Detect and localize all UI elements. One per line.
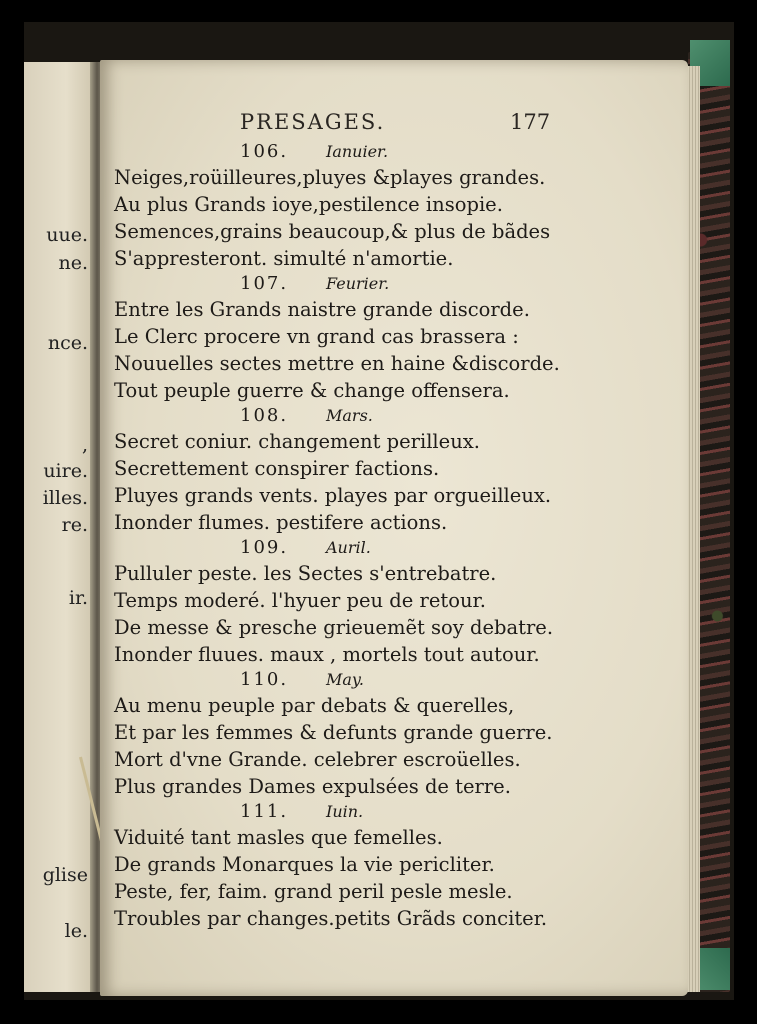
verse-line: Peste, fer, faim. grand peril pesle mesle. xyxy=(114,880,513,903)
section-number: 107. xyxy=(240,273,289,294)
presage-109 xyxy=(114,536,674,668)
left-page-fragment: ir. xyxy=(68,587,88,609)
presage-110 xyxy=(114,668,674,800)
verse-line: Entre les Grands naistre grande discorde. xyxy=(114,298,530,321)
section-heading xyxy=(114,272,674,296)
right-page xyxy=(100,60,688,996)
verse-line: Temps moderé. l'hyuer peu de retour. xyxy=(114,589,486,612)
section-heading xyxy=(114,140,674,164)
verse-line: Plus grandes Dames expulsées de terre. xyxy=(114,775,511,798)
section-number: 108. xyxy=(240,405,289,426)
presage-111 xyxy=(114,800,674,932)
verse-line: Secret coniur. changement perilleux. xyxy=(114,430,480,453)
left-page-fragment: ne. xyxy=(58,252,88,274)
left-page-fragment: , xyxy=(81,434,88,456)
verse-line: Viduité tant masles que femelles. xyxy=(114,826,443,849)
verse-line: Tout peuple guerre & change offensera. xyxy=(114,379,510,402)
verse-line: Pulluler peste. les Sectes s'entrebatre. xyxy=(114,562,497,585)
verse-line: S'appresteront. simulté n'amortie. xyxy=(114,247,454,270)
section-month: Iuin. xyxy=(326,802,364,821)
section-month: Ianuier. xyxy=(326,142,389,161)
verse-line: Neiges,roüilleures,pluyes &playes grandes. xyxy=(114,166,546,189)
section-month: Auril. xyxy=(326,538,371,557)
left-page-fragment: le. xyxy=(64,920,88,942)
left-page-fragment: glise xyxy=(42,864,88,886)
section-heading xyxy=(114,668,674,692)
section-heading xyxy=(114,404,674,428)
section-number: 109. xyxy=(240,537,289,558)
section-number: 106. xyxy=(240,141,289,162)
verse-line: Au plus Grands ioye,pestilence insopie. xyxy=(114,193,503,216)
left-page-fragment: uire. xyxy=(43,460,88,482)
verse-line: Troubles par changes.petits Grãds conciter. xyxy=(114,907,548,930)
page-number: 177 xyxy=(510,110,551,134)
section-month: Feurier. xyxy=(326,274,390,293)
verse-line: Le Clerc procere vn grand cas brassera : xyxy=(114,325,519,348)
left-page-fragment: illes. xyxy=(42,487,88,509)
verse-line: De messe & presche grieuemẽt soy debatre. xyxy=(114,616,554,639)
presage-108 xyxy=(114,404,674,536)
verse-line: Inonder flumes. pestifere actions. xyxy=(114,511,448,534)
section-number: 111. xyxy=(240,801,289,822)
verse-line: Pluyes grands vents. playes par orgueilleux. xyxy=(114,484,552,507)
book-scan xyxy=(24,22,734,1000)
section-month: May. xyxy=(326,670,364,689)
verse-line: Semences,grains beaucoup,& plus de bãdes xyxy=(114,220,551,243)
page-text xyxy=(114,140,674,932)
page-header xyxy=(100,110,688,140)
section-number: 110. xyxy=(240,669,289,690)
presage-107 xyxy=(114,272,674,404)
left-page xyxy=(24,62,94,992)
running-title: PRESAGES. xyxy=(240,110,386,134)
left-page-fragment: nce. xyxy=(47,332,88,354)
section-heading xyxy=(114,536,674,560)
verse-line: Nouuelles sectes mettre en haine &discorde. xyxy=(114,352,560,375)
section-month: Mars. xyxy=(326,406,373,425)
presage-106 xyxy=(114,140,674,272)
verse-line: Secrettement conspirer factions. xyxy=(114,457,440,480)
verse-line: Mort d'vne Grande. celebrer escroüelles. xyxy=(114,748,521,771)
verse-line: Au menu peuple par debats & querelles, xyxy=(114,694,515,717)
verse-line: De grands Monarques la vie pericliter. xyxy=(114,853,495,876)
verse-line: Inonder fluues. maux , mortels tout autour. xyxy=(114,643,540,666)
section-heading xyxy=(114,800,674,824)
verse-line: Et par les femmes & defunts grande guerre. xyxy=(114,721,553,744)
left-page-fragment: re. xyxy=(61,514,88,536)
left-page-fragment: uue. xyxy=(46,224,88,246)
